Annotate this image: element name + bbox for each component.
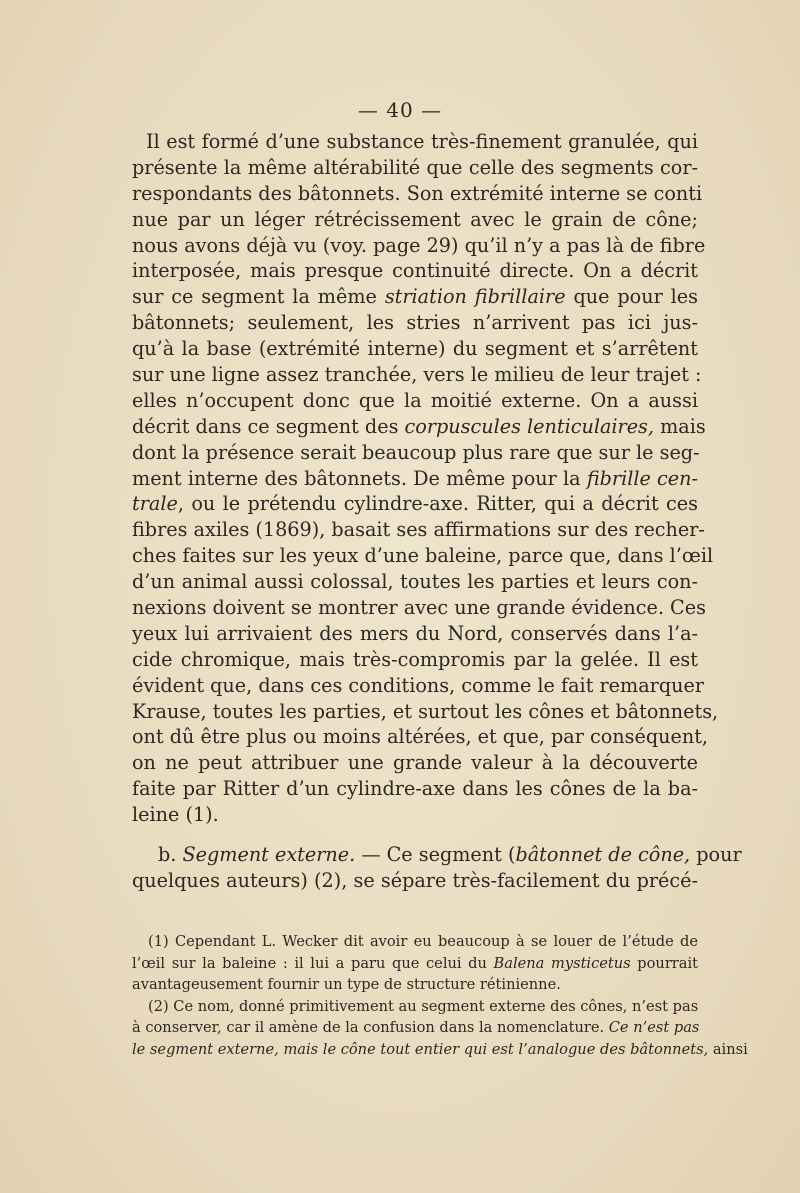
paragraph-b (132, 842, 742, 894)
italic-text: le segment externe, mais le cône tout entier qui est l’analogue des bâtonnets, (132, 1040, 709, 1058)
paragraph_a-line: présente la même altérabilité que celle des segments cor- (132, 155, 698, 179)
text-run: ainsi (708, 1040, 748, 1058)
paragraph_a-line: on ne peut attribuer une grande valeur à la découverte (132, 751, 698, 775)
footnotes-line: (1) Cependant L. Wecker dit avoir eu beaucoup à se louer de l’étude de (148, 933, 698, 950)
text-run: à conserver, car il amène de la confusion dans la nomenclature. (132, 1019, 609, 1036)
paragraph_a-line: d’un animal aussi colossal, toutes les parties et leurs con- (132, 570, 698, 594)
paragraph_a-line: leine (1). (132, 803, 219, 827)
italic-text: striation fibrillaire (384, 285, 566, 309)
paragraph_a-line: cide chromique, mais très-compromis par la gelée. Il est (132, 647, 698, 671)
paragraph_a-line: fibres axiles (1869), basait ses affirmations sur des recher- (132, 518, 705, 542)
text-run: pour (690, 843, 742, 867)
paragraph_a-line (132, 491, 698, 517)
text-run: mais (654, 414, 706, 438)
text-run: sur ce segment la même (132, 285, 385, 309)
paragraph_b-line: quelques auteurs) (2), se sépare très-facilement du précé- (132, 868, 698, 892)
footnotes-line: avantageusement fournir un type de structure rétinienne. (132, 976, 561, 993)
paragraph_a-line: ches faites sur les yeux d’une baleine, parce que, dans l’œil (132, 544, 714, 568)
paragraph-a (132, 129, 719, 828)
footnotes-line: (2) Ce nom, donné primitivement au segment externe des cônes, n’est pas (148, 997, 699, 1015)
footnotes-line (132, 1017, 698, 1039)
paragraph_a-line: bâtonnets; seulement, les stries n’arrivent pas ici jus- (132, 311, 698, 335)
paragraph_a-line (132, 466, 698, 492)
text-run: décrit dans ce segment des (132, 414, 405, 438)
text-run: ment interne des bâtonnets. De même pour la (132, 466, 587, 490)
italic-text: trale (132, 492, 178, 516)
paragraph_a-line: elles n’occupent donc que la moitié externe. On a aussi (132, 388, 698, 412)
text-run: — Ce segment ( (355, 843, 516, 867)
paragraph_a-line: interposée, mais presque continuité directe. On a décrit (132, 259, 698, 283)
paragraph_b-line (132, 842, 742, 868)
paragraph_a-line: ont dû être plus ou moins altérées, et que, par conséquent, (132, 725, 709, 749)
paragraph_a-line: respondants des bâtonnets. Son extrémité interne se conti (132, 181, 703, 205)
body-text (132, 129, 742, 894)
paragraph_a-line: Krause, toutes les parties, et surtout les cônes et bâtonnets, (132, 699, 719, 723)
paragraph-gap (132, 828, 698, 842)
italic-text: corpuscules lenticulaires, (404, 414, 654, 438)
text-run: , ou le prétendu cylindre-axe. Ritter, qui a décrit ces (177, 492, 698, 516)
paragraph_a-line: nexions doivent se montrer avec une grande évidence. Ces (132, 596, 706, 620)
paragraph_a-line: évident que, dans ces conditions, comme le fait remarquer (132, 673, 704, 697)
text-run: b. (158, 843, 183, 867)
italic-text: Balena mysticetus (493, 954, 631, 972)
paragraph_a-line (132, 284, 698, 310)
paragraph_a-line: dont la présence serait beaucoup plus rare que sur le seg- (132, 440, 700, 464)
paragraph_a-line (132, 414, 706, 440)
paragraph_a-line: faite par Ritter d’un cylindre-axe dans les cônes de la ba- (132, 777, 698, 801)
text-run: l’œil sur la baleine : il lui a paru que celui du (132, 954, 494, 972)
italic-text: Ce n’est pas (608, 1019, 700, 1036)
page-number: — 40 — (357, 98, 443, 122)
italic-text: Segment externe. (182, 843, 356, 867)
paragraph_a-line: nue par un léger rétrécissement avec le grain de cône; (132, 207, 698, 231)
paragraph_a-line: yeux lui arrivaient des mers du Nord, conservés dans l’a- (132, 621, 698, 645)
paragraph_a-line: Il est formé d’une substance très-finement granulée, qui (146, 130, 698, 153)
footnotes (132, 931, 748, 1060)
text-run: que pour les (565, 285, 698, 309)
italic-text: fibrille cen- (586, 466, 698, 490)
paragraph_a-line: sur une ligne assez tranchée, vers le milieu de leur trajet : (132, 363, 702, 387)
text-run: pourrait (630, 954, 699, 972)
paragraph_a-line: qu’à la base (extrémité interne) du segment et s’arrêtent (132, 337, 698, 361)
footnotes-line (132, 953, 698, 975)
italic-text: bâtonnet de cône, (515, 843, 691, 867)
paragraph_a-line: nous avons déjà vu (voy. page 29) qu’il n’y a pas là de fibre (132, 233, 706, 257)
footnotes-line (132, 1039, 748, 1061)
